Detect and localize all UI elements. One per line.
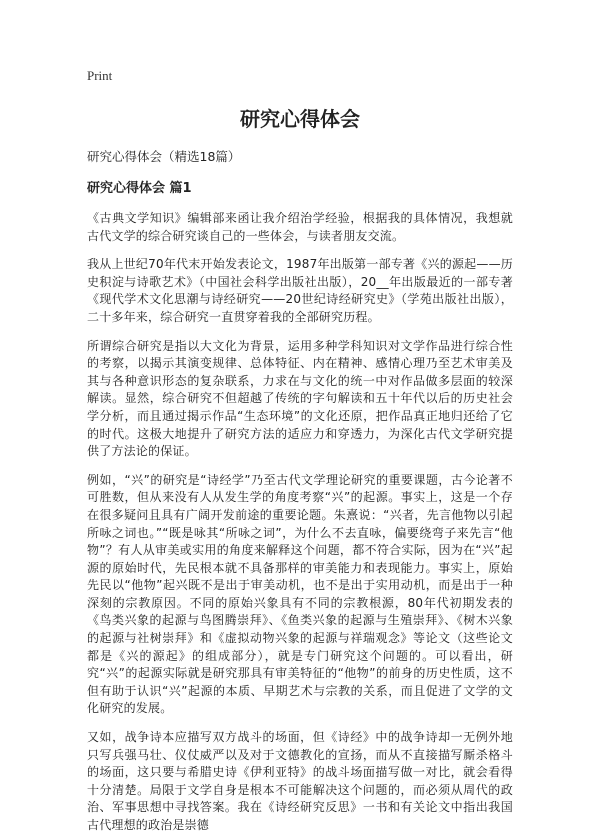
section-heading: 研究心得体会 篇1 <box>87 181 192 196</box>
print-link[interactable]: Print <box>87 68 113 83</box>
document-subtitle: 研究心得体会（精选18篇） <box>87 149 241 164</box>
paragraph-1: 《古典文学知识》编辑部来函让我介绍治学经验，根据我的具体情况，我想就古代文学的综合研究谈自己的一些体会，与读者朋友交流。 <box>87 211 513 243</box>
paragraph-4: 例如，“兴”的研究是“诗经学”乃至古代文学理论研究的重要课题，古今论著不可胜数，但从来没有人从发生学的角度考察“兴”的起源。事实上，这是一个存在很多疑问且具有广阔开发前途的重要论题。朱熹说：“兴者，先言他物以引起所咏之词也。”“既是咏其“所咏之词”，为什么不去直咏，偏要绕弯子来先言“他物”？有人从审美或实用的角度来解释这个问题，都不符合实际，因为在“兴”起源的原始时代，先民根本就不具备那样的审美能力和表现能力。事实上，原始先民以“他物”起兴既不是出于审美动机，也不是出于实用动机，而是出于一种深刻的宗教原因。不同的原始兴象具有不同的宗教根源，80年代初期发表的《鸟类兴象的起源与鸟图腾崇拜》、《鱼类兴象的起源与生殖崇拜》、《树木兴象的起源与社树崇拜》和《虚拟动物兴象的起源与祥瑞观念》等论文（这些论文都是《兴的源起》的组成部分），就是专门研究这个问题的。可以看出，研究“兴”的起源实际就是研究那具有审美特征的“他物”的前身的历史性质，这不但有助于认识“兴”起源的本质、早期艺术与宗教的关系，而且促进了文学的文化研究的发展。 <box>87 472 513 716</box>
page-title: 研究心得体会 <box>240 107 360 131</box>
paragraph-2: 我从上世纪70年代末开始发表论文，1987年出版第一部专著《兴的源起——历史积淀与诗歌艺术》（中国社会科学出版社出版），20__年出版最近的一部专著《现代学术文化思潮与诗经研究——20世纪诗经研究史》（学苑出版社出版），二十多年来，综合研究一直贯穿着我的全部研究历程。 <box>87 257 513 324</box>
paragraph-3: 所谓综合研究是指以大文化为背景，运用多种学科知识对文学作品进行综合性的考察，以揭示其演变规律、总体特征、内在精神、感情心理乃至艺术审美及其与各种意识形态的复杂联系，力求在与文化的统一中对作品做多层面的较深解读。显然，综合研究不但超越了传统的字句解读和五十年代以后的历史社会学分析，而且通过揭示作品“生态环境”的文化还原，把作品真正地归还给了它的时代。这极大地提升了研究方法的适应力和穿透力，为深化古代文学研究提供了方法论的保证。 <box>87 338 513 459</box>
paragraph-5: 又如，战争诗本应描写双方战斗的场面，但《诗经》中的战争诗却一无例外地只写兵强马壮、仪仗威严以及对于文德教化的宣扬，而从不直接描写厮杀格斗的场面，这只要与希腊史诗《伊利亚特》的战斗场面描写做一对比，就会看得十分清楚。局限于文学自身是根本不可能解决这个问题的，而必须从周代的政治、军事思想中寻找答案。我在《诗经研究反思》一书和有关论文中指出我国古代理想的政治是崇德 <box>87 730 513 832</box>
